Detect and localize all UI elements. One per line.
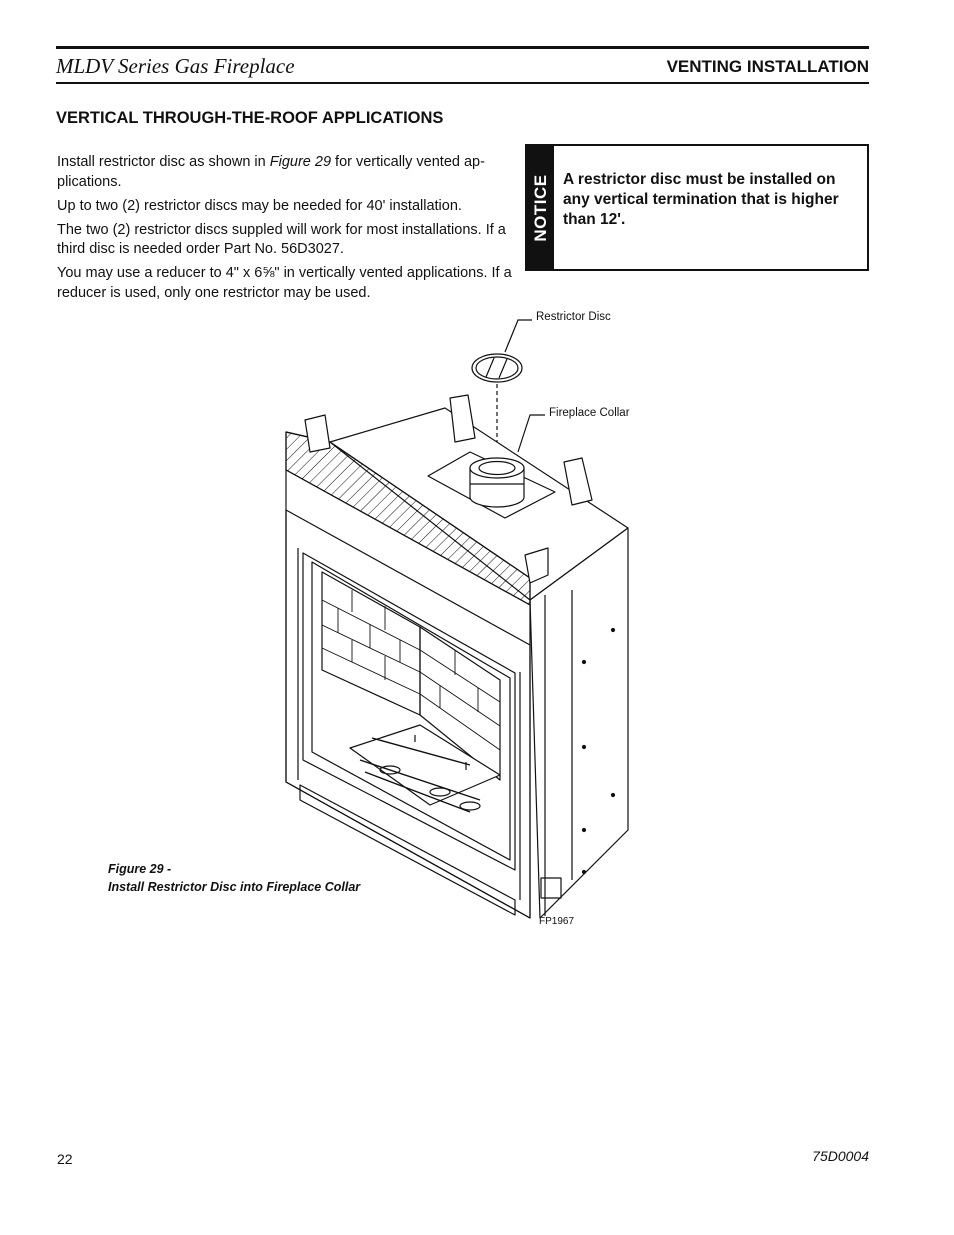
paragraph-1: Install restrictor disc as shown in Figure 29 for vertically vented ap-plications.: [57, 154, 485, 190]
body-text: [57, 153, 522, 308]
figure-caption-line-2: Install Restrictor Disc into Fireplace Collar: [108, 880, 361, 894]
page-number: 22: [57, 1151, 73, 1167]
notice-label: NOTICE: [530, 173, 550, 242]
restrictor-disc: [472, 354, 522, 382]
figure-caption: [108, 860, 360, 896]
fireplace-illustration: [280, 305, 650, 925]
header-rule-bottom: [56, 82, 869, 84]
callout-fireplace-collar: Fireplace Collar: [549, 407, 630, 419]
paragraph-4: You may use a reducer to 4" x 6⅝" in vertically vented applications. If a reducer is used, only one restrictor may be used.: [57, 265, 512, 301]
notice-text: A restrictor disc must be installed on any vertical termination that is higher than 12'.: [563, 171, 839, 228]
paragraph-2: Up to two (2) restrictor discs may be needed for 40' installation.: [57, 197, 462, 214]
notice-tab: [527, 146, 554, 269]
header-rule-top: [56, 46, 869, 49]
paragraph-3: The two (2) restrictor discs suppled will work for most installations. If a third disc is needed order Part No. 56D3027.: [57, 221, 506, 257]
figure-reference: Figure 29: [269, 154, 332, 170]
callout-restrictor-disc: Restrictor Disc: [536, 311, 611, 323]
notice-box: [525, 144, 869, 271]
section-heading: VERTICAL THROUGH-THE-ROOF APPLICATIONS: [56, 109, 444, 127]
document-number: 75D0004: [812, 1148, 869, 1164]
figure-code: FP1967: [539, 916, 575, 927]
figure-caption-line-1: Figure 29 -: [108, 862, 172, 876]
document-title: MLDV Series Gas Fireplace: [56, 54, 295, 78]
fireplace-collar: [470, 458, 524, 507]
section-title: VENTING INSTALLATION: [666, 57, 869, 76]
